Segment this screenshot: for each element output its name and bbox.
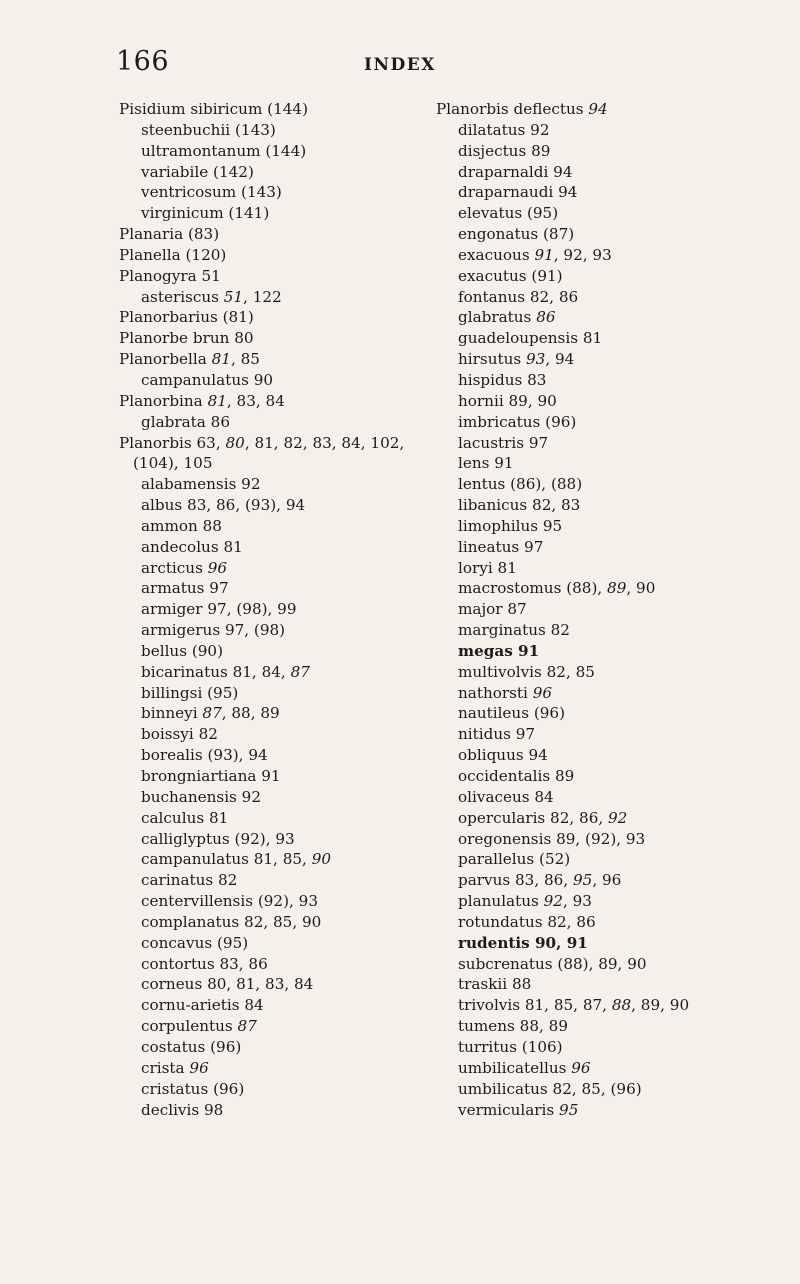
index-entry [436,203,726,224]
index-entry [119,141,379,162]
index-entry-text: occidentalis 89 [458,767,575,785]
index-entry-italic-page: 90 [311,850,332,869]
index-entry [119,558,379,579]
index-entry [119,120,379,141]
index-entry [119,599,379,620]
index-entry-text: steenbuchii (143) [141,120,276,139]
index-entry-text: exacutus (91) [458,266,563,285]
index-entry-text: buchanensis 92 [141,787,261,806]
index-entry-pages: , 85 [230,350,260,369]
index-entry-text: andecolus 81 [141,537,243,556]
index-entry-text: nautileus (96) [458,704,566,723]
index-entry [436,620,726,641]
index-entry-text: boissyi 82 [141,725,218,744]
index-entry-text: Planorbe brun 80 [119,329,254,348]
index-entry [436,974,726,995]
index-entry-text: macrostomus (88), [458,579,608,598]
index-entry-text: disjectus 89 [458,141,551,160]
index-entry-text: Planorbis 63, [119,433,226,452]
index-entry-text: imbricatus (96) [458,412,577,431]
index-entry [119,912,379,933]
index-entry [119,266,379,287]
index-entry-pages: , 81, 82, 83, 84, 102, [244,433,405,452]
index-entry [119,99,379,120]
index-entry [119,933,379,954]
index-entry [436,891,726,912]
index-entry-text: fontanus 82, 86 [458,287,579,306]
index-entry-text: parvus 83, 86, [458,871,573,890]
index-entry [436,578,726,599]
index-entry-text: albus 83, 86, (93), 94 [141,496,306,515]
index-entry-text: declivis 98 [141,1100,224,1119]
index-entry-text: guadeloupensis 81 [458,329,603,348]
index-entry-text: campanulatus 81, 85, [141,850,312,869]
index-entry-pages: , 89, 90 [631,996,690,1015]
index-entry-text: major 87 [458,600,527,619]
index-entry [119,683,379,704]
index-entry-text: variabile (142) [141,162,254,181]
index-entry [119,1016,379,1037]
index-entry-italic-page: 51 [223,287,244,306]
index-entry [436,683,726,704]
index-entry-text: rotundatus 82, 86 [458,912,596,931]
index-entry-text: hornii 89, 90 [458,391,557,410]
index-entry-text: lacustris 97 [458,433,549,452]
index-entry [436,849,726,870]
index-entry [436,495,726,516]
index-entry-text: cristatus (96) [141,1079,245,1098]
index-entry [436,182,726,203]
index-entry [436,287,726,308]
index-entry-text: hirsutus [458,350,526,369]
index-entry-italic-page: 96 [571,1058,591,1077]
index-entry [436,224,726,245]
index-entry [436,391,726,412]
index-entry-italic-page: 96 [207,558,228,577]
index-entry [119,891,379,912]
index-entry-pages: , 92, 93 [553,245,612,264]
page-header [0,44,800,84]
index-entry [119,391,379,412]
index-entry [119,307,379,328]
index-entry [436,599,726,620]
index-entry-pages: , 90 [626,579,656,598]
index-entry-italic-page: 87 [237,1017,257,1036]
index-entry [436,162,726,183]
index-entry-text: umbilicatus 82, 85, (96) [458,1079,642,1098]
index-entry [436,558,726,579]
index-entry-text: billingsi (95) [141,683,239,702]
index-entry-text: binneyi [141,704,203,723]
page-number: 166 [116,46,170,77]
index-entry-text: bellus (90) [141,641,224,660]
index-entry-text: vermicularis [458,1100,560,1119]
index-entry-text: olivaceus 84 [458,787,554,806]
index-entry [436,537,726,558]
index-entry [436,1058,726,1079]
index-entry-pages: , 93 [562,892,592,911]
index-entry-text: carinatus 82 [141,871,238,890]
index-entry-italic-page: 92 [608,808,628,827]
index-entry [119,703,379,724]
index-entry-text: draparnaldi 94 [458,162,573,181]
index-entry-text: concavus (95) [141,933,249,952]
index-entry-pages: , 94 [545,350,575,369]
index-entry-text: armatus 97 [141,579,229,598]
index-column-left [119,99,405,1120]
index-entry [436,995,726,1016]
index-entry-italic-page: 95 [559,1100,579,1119]
index-entry [436,870,726,891]
index-entry [436,141,726,162]
index-entry [436,474,726,495]
index-entry-italic-page: 88 [611,996,632,1015]
index-entry-italic-page: 81 [207,391,227,410]
index-entry-text: calculus 81 [141,808,229,827]
index-entry [119,954,379,975]
index-entry-text: brongniartiana 91 [141,767,281,785]
index-entry [436,266,726,287]
index-entry-text: obliquus 94 [458,746,548,765]
index-entry [436,433,726,454]
index-entry [119,328,379,349]
index-entry-text: nitidus 97 [458,725,536,744]
index-entry [119,641,379,662]
index-column-right [436,99,726,1120]
index-entry-text: (104), 105 [133,454,213,473]
index-entry-italic-page: 93 [525,350,546,369]
index-entry [119,1079,379,1100]
index-entry-text: virginicum (141) [141,204,270,223]
index-entry-text: hispidus 83 [458,370,547,389]
index-entry [119,412,379,433]
index-entry-text: ultramontanum (144) [141,141,307,160]
index-entry [119,1100,379,1121]
index-entry-italic-page: 87 [202,704,222,723]
index-entry [119,162,379,183]
index-entry-text: cornu-arietis 84 [141,996,264,1015]
index-entry [119,662,379,683]
index-entry [119,766,379,787]
index-entry [436,370,726,391]
index-entry-italic-page: 80 [225,433,245,452]
index-entry-italic-page: 91 [534,245,554,264]
index-entry [436,829,726,850]
index-entry [436,745,726,766]
index-entry [436,1079,726,1100]
index-entry [119,745,379,766]
index-entry-italic-page: 95 [572,871,593,890]
index-entry-text: multivolvis 82, 85 [458,662,595,681]
index-entry-text: alabamensis 92 [141,475,261,494]
index-entry-pages: , 122 [243,287,282,306]
index-entry [436,1037,726,1058]
index-entry [119,245,379,266]
index-entry-text: Planaria (83) [119,225,220,244]
index-entry [119,870,379,891]
index-entry [119,849,379,870]
index-entry [119,495,379,516]
index-entry [436,1100,726,1121]
index-entry-text: lens 91 [458,454,514,473]
index-entry-italic-page: 94 [588,100,608,118]
index-entry [119,808,379,829]
index-entry-text: limophilus 95 [458,516,563,535]
index-entry-text: parallelus (52) [458,850,571,869]
index-entry [436,954,726,975]
index-entry [119,537,379,558]
index-entry-text: borealis (93), 94 [141,746,268,765]
index-entry-text: oregonensis 89, (92), 93 [458,829,646,848]
index-entry-italic-page: 89 [607,579,627,598]
index-entry [436,412,726,433]
index-entry-text: armiger 97, (98), 99 [141,600,297,619]
index-entry-text: armigerus 97, (98) [141,621,286,640]
index-entry-text: tumens 88, 89 [458,1017,568,1036]
index-entry [436,933,726,954]
index-entry-text: ventricosum (143) [141,183,282,202]
index-entry-text: trivolvis 81, 85, 87, [458,996,612,1015]
index-entry [119,995,379,1016]
index-entry [119,724,379,745]
index-entry [119,516,379,537]
index-entry-text: costatus (96) [141,1037,242,1056]
index-entry-text: Planorbis deflectus [436,100,589,118]
index-entry [119,349,379,370]
index-entry-pages: , 88, 89 [221,704,280,723]
index-entry [436,516,726,537]
index-entry-text: corpulentus [141,1017,238,1036]
index-entry-text: Pisidium sibiricum (144) [119,100,309,118]
index-entry [436,1016,726,1037]
index-entry-text: planulatus [458,892,544,911]
index-entry-text: Planogyra 51 [119,266,221,285]
index-entry-text: corneus 80, 81, 83, 84 [141,975,314,994]
index-entry-text: nathorsti [458,683,533,702]
index-entry [436,912,726,933]
index-entry [119,787,379,808]
index-entry-text: elevatus (95) [458,204,559,223]
index-entry [119,1037,379,1058]
index-entry-text: asteriscus [141,287,224,306]
index-entry-text: centervillensis (92), 93 [141,892,318,911]
index-entry [119,433,405,454]
index-entry-text: megas 91 [458,641,540,660]
index-entry-text: loryi 81 [458,558,517,577]
index-entry-text: turritus (106) [458,1037,563,1056]
index-entry-text: contortus 83, 86 [141,954,268,973]
index-entry-text: glabrata 86 [141,412,230,431]
index-entry-text: arcticus [141,558,208,577]
index-entry [436,307,726,328]
index-entry-text: traskii 88 [458,975,532,994]
index-entry-text: campanulatus 90 [141,370,274,389]
index-entry-text: exacuous [458,245,535,264]
index-entry [119,453,379,474]
index-entry-text: lineatus 97 [458,537,544,556]
index-entry-italic-page: 87 [290,662,310,681]
index-entry-text: engonatus (87) [458,225,575,244]
index-entry-text: dilatatus 92 [458,120,550,139]
index-entry-text: marginatus 82 [458,621,570,640]
index-entry-text: calliglyptus (92), 93 [141,829,295,848]
index-entry [436,724,726,745]
index-entry-italic-page: 86 [536,308,556,327]
index-entry-text: Planella (120) [119,245,227,264]
index-entry-text: Planorbina [119,391,208,410]
index-entry [119,287,379,308]
index-entry-italic-page: 96 [532,683,553,702]
index-entry [119,620,379,641]
index-entry-text: Planorbella [119,350,212,369]
index-entry-text: ammon 88 [141,516,222,535]
index-entry [436,787,726,808]
index-entry [119,1058,379,1079]
index-entry [436,99,726,120]
index-entry [119,224,379,245]
index-entry [436,328,726,349]
index-entry-text: glabratus [458,308,537,327]
index-entry [119,370,379,391]
index-entry [119,974,379,995]
index-entry [119,474,379,495]
index-entry [119,203,379,224]
index-entry-pages: , 96 [592,871,622,890]
index-entry-text: Planorbarius (81) [119,308,254,327]
index-entry-text: draparnaudi 94 [458,183,578,202]
index-entry-pages: , 83, 84 [226,391,285,410]
index-entry [436,703,726,724]
index-entry-text: crista [141,1058,190,1077]
index-entry [436,641,726,662]
index-entry [119,829,379,850]
index-entry [436,662,726,683]
index-entry [436,245,726,266]
index-entry [436,120,726,141]
index-entry-italic-page: 96 [189,1058,209,1077]
page-title: INDEX [364,55,436,75]
index-entry-text: complanatus 82, 85, 90 [141,912,322,931]
index-entry [119,182,379,203]
index-entry-italic-page: 81 [211,350,231,369]
index-entry-text: umbilicatellus [458,1058,572,1077]
index-entry-text: bicarinatus 81, 84, [141,662,291,681]
index-entry [436,766,726,787]
index-entry-text: opercularis 82, 86, [458,808,609,827]
index-entry [436,349,726,370]
index-entry-text: subcrenatus (88), 89, 90 [458,954,647,973]
index-entry [119,578,379,599]
index-entry-text: libanicus 82, 83 [458,496,581,515]
index-entry [436,808,726,829]
index-entry-italic-page: 92 [543,892,563,911]
index-entry [436,453,726,474]
index-entry-text: rudentis 90, 91 [458,933,588,952]
index-entry-text: lentus (86), (88) [458,475,583,494]
